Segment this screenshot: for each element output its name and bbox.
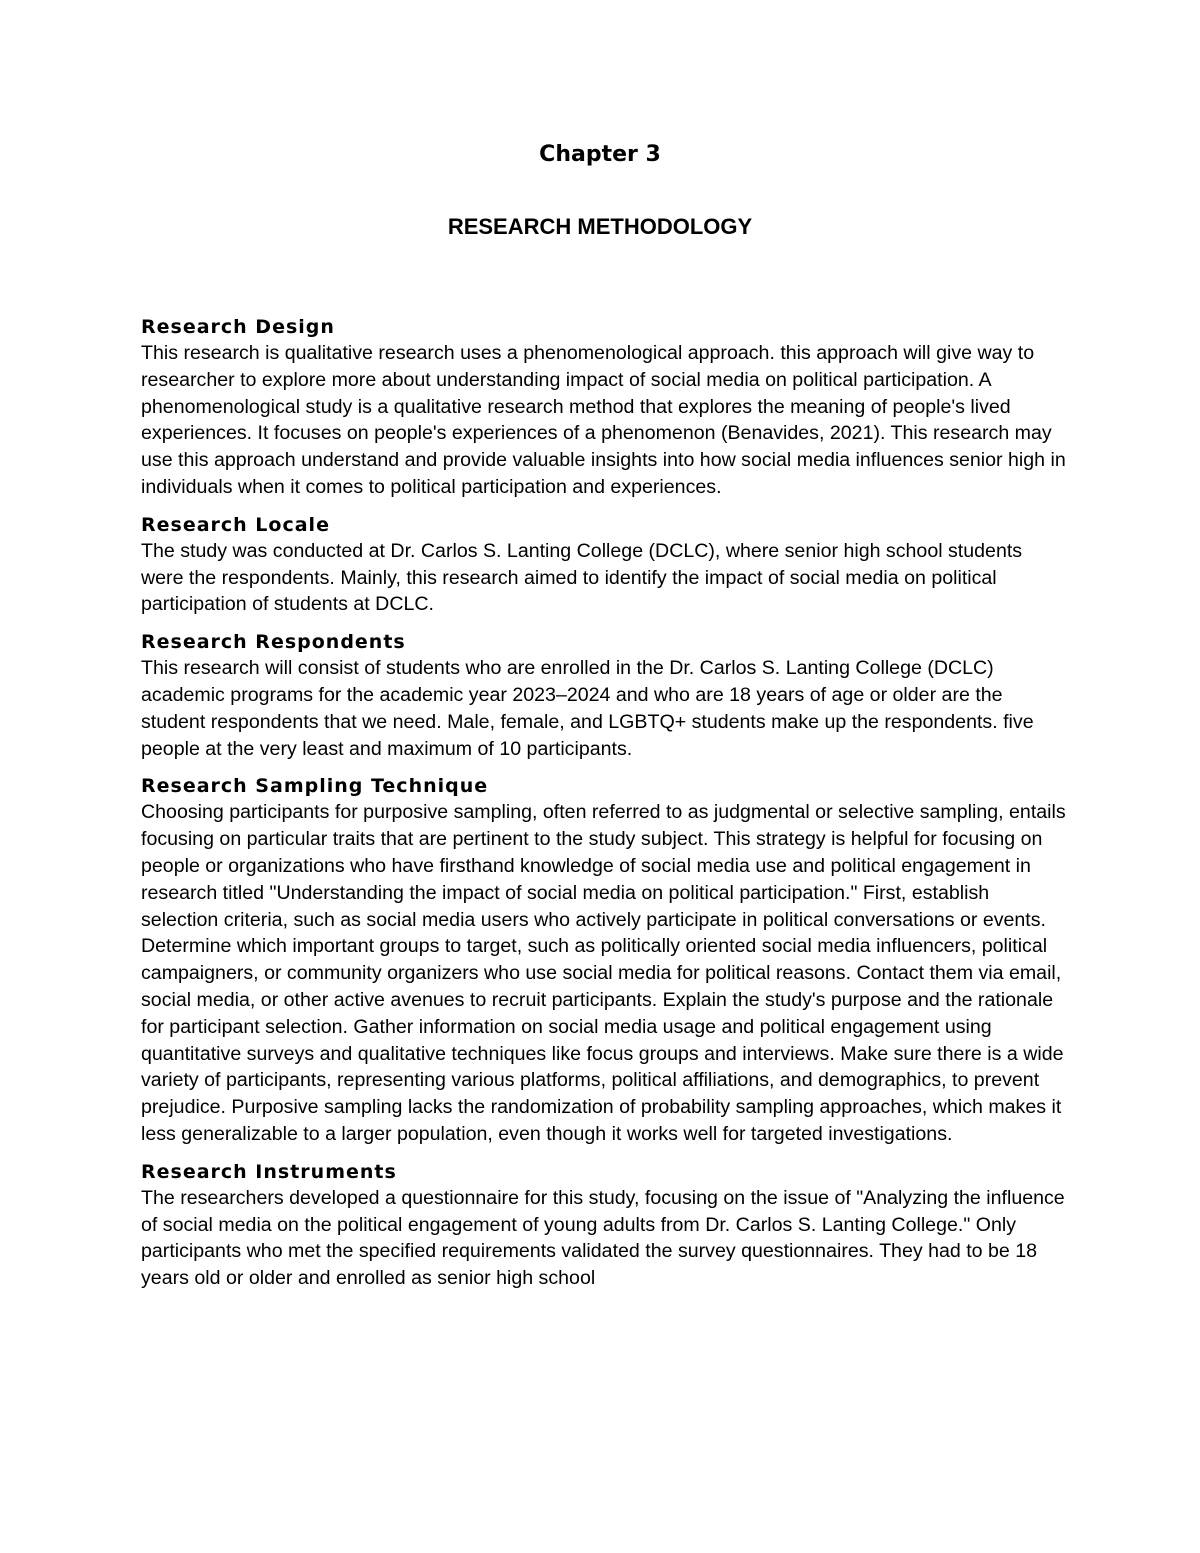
section-paragraph: Choosing participants for purposive sampling, often referred to as judgmental or selective sampling, entails focusing on particular traits that are pertinent to the study subject. This strategy is helpful for focusing on people or organizations who have firsthand knowledge of social media use and political engagement in research titled "Understanding the impact of social media on political participation." First, establish selection criteria, such as social media users who actively participate in political conversations or events. Determine which important groups to target, such as politically oriented social media influencers, political campaigners, or community organizers who use social media for political reasons. Contact them via email, social media, or other active avenues to recruit participants. Explain the study's purpose and the rationale for participant selection. Gather information on social media usage and political engagement using quantitative surveys and qualitative techniques like focus groups and interviews. Make sure there is a wide variety of participants, representing various platforms, political affiliations, and demographics, to prevent prejudice. Purposive sampling lacks the randomization of probability sampling approaches, which makes it less generalizable to a larger population, even though it works well for targeted investigations. xyxy=(141,801,1066,1145)
chapter-label: Chapter 3 xyxy=(539,142,661,167)
section-paragraph: The study was conducted at Dr. Carlos S. Lanting College (DCLC), where senior high school students were the respondents. Mainly, this research aimed to identify the impact of social media on political participation of students at DCLC. xyxy=(141,539,1023,616)
section-paragraph: The researchers developed a questionnaire for this study, focusing on the issue of "Analyzing the influence of social media on the political engagement of young adults from Dr. Carlos S. Lanting College." Only participants who met the specified requirements validated the survey questionnaires. They had to be 18 years old or older and enrolled as senior high school xyxy=(141,1186,1065,1290)
section-paragraph: This research will consist of students who are enrolled in the Dr. Carlos S. Lanting College (DCLC) academic programs for the academic year 2023–2024 and who are 18 years of age or older are the student respondents that we need. Male, female, and LGBTQ+ students make up the respondents. five people at the very least and maximum of 10 participants. xyxy=(141,657,1034,760)
section-heading: Research Design xyxy=(141,316,335,338)
document-title: RESEARCH METHODOLOGY xyxy=(447,214,753,239)
section-heading: Research Sampling Technique xyxy=(141,775,489,798)
section-heading: Research Locale xyxy=(141,513,330,536)
section-research-respondents xyxy=(141,629,1066,762)
section-paragraph: This research is qualitative research uses a phenomenological approach. this approach will give way to researcher to explore more about understanding impact of social media on political participation. A phenomenological study is a qualitative research method that explores the meaning of people's lived experiences. It focuses on people's experiences of a phenomenon (Benavides, 2021). This research may use this approach understand and provide valuable insights into how social media influences senior high in individuals when it comes to political participation and experiences. xyxy=(141,342,1066,498)
section-heading: Research Instruments xyxy=(141,1160,397,1183)
section-research-instruments xyxy=(141,1159,1066,1292)
section-research-design xyxy=(141,314,1066,501)
document-body xyxy=(141,314,1066,1303)
section-heading: Research Respondents xyxy=(141,631,406,654)
section-research-locale xyxy=(141,512,1066,618)
section-research-sampling-technique xyxy=(141,773,1066,1147)
